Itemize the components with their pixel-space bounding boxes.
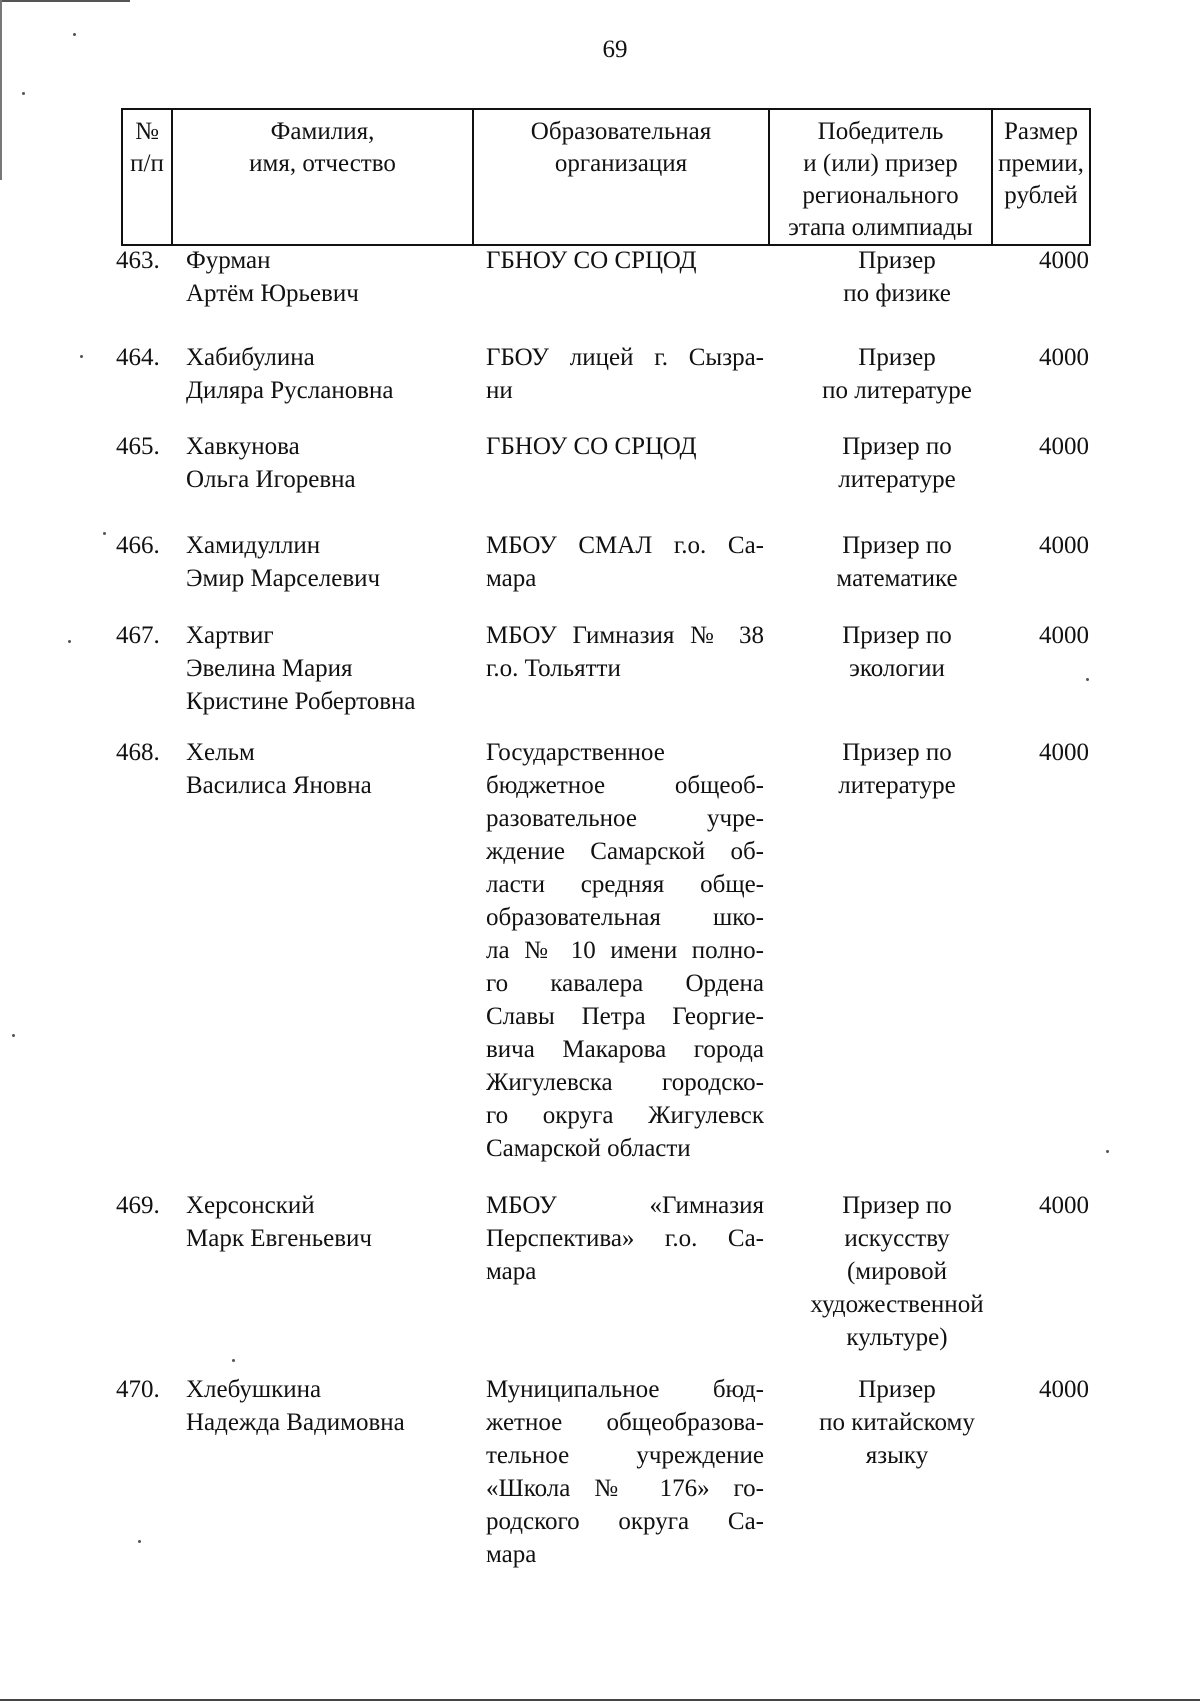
- organization-line: г.о. Тольятти: [486, 655, 621, 682]
- award-status-line: по китайскому: [819, 1409, 975, 1436]
- organization-line: Славы Петра Георгие-: [486, 1003, 764, 1030]
- participant-name-line: Кристине Робертовна: [186, 688, 416, 715]
- award-status-line: Призер по: [842, 739, 952, 766]
- header-label: №: [135, 118, 159, 145]
- organization-line: Самарской области: [486, 1135, 691, 1162]
- organization-line: го кавалера Ордена: [486, 970, 764, 997]
- participant-name-line: Эмир Марселевич: [186, 565, 381, 592]
- organization: [486, 529, 764, 595]
- header-cell-award: [769, 109, 992, 245]
- organization-line: Перспектива» г.о. Са-: [486, 1225, 764, 1252]
- organization-line: мара: [486, 565, 537, 592]
- organization-line: тельное учреждение: [486, 1442, 764, 1469]
- award-amount: 4000: [1039, 433, 1089, 460]
- header-cell-organization: [473, 109, 769, 245]
- scan-speck: [1106, 1150, 1109, 1153]
- participant-name-line: Хабибулина: [186, 344, 315, 371]
- participant-name-line: Артём Юрьевич: [186, 280, 359, 307]
- scan-speck: [73, 33, 76, 36]
- participant-name-line: Хлебушкина: [186, 1376, 322, 1403]
- scan-speck: [22, 92, 25, 95]
- award-status: [782, 244, 1012, 310]
- organization-line: ГБНОУ СО СРЦОД: [486, 433, 697, 460]
- header-label: Победитель: [817, 118, 944, 145]
- header-label: Размер: [1004, 118, 1078, 145]
- organization-line: Муниципальное бюд-: [486, 1376, 764, 1403]
- organization: [486, 619, 764, 685]
- award-amount: 4000: [1039, 622, 1089, 649]
- header-label: Фамилия,: [270, 118, 375, 145]
- award-status: [782, 619, 1012, 685]
- organization-line: го округа Жигулевск: [486, 1102, 764, 1129]
- participant-name-line: Диляра Руслановна: [186, 377, 394, 404]
- award-status-line: искусству: [844, 1225, 950, 1252]
- organization-line: бюджетное общеоб-: [486, 772, 764, 799]
- organization-line: мара: [486, 1258, 537, 1285]
- header-cell-name: [172, 109, 473, 245]
- organization-line: МБОУ «Гимназия: [486, 1192, 764, 1219]
- award-status-line: Призер по: [842, 532, 952, 559]
- header-label: регионального: [802, 182, 959, 209]
- scan-edge: [0, 0, 130, 2]
- participant-name: [186, 244, 456, 310]
- organization-line: ласти средняя обще-: [486, 871, 764, 898]
- organization-line: разовательное учре-: [486, 805, 764, 832]
- award-status-line: Призер по: [842, 1192, 952, 1219]
- organization: [486, 244, 764, 277]
- participant-name-line: Ольга Игоревна: [186, 466, 356, 493]
- award-amount: 4000: [1039, 532, 1089, 559]
- award-status-line: литературе: [838, 772, 956, 799]
- award-status-line: математике: [836, 565, 958, 592]
- organization-line: ГБНОУ СО СРЦОД: [486, 247, 697, 274]
- row-number: 470.: [116, 1376, 160, 1403]
- participant-name: [186, 529, 456, 595]
- organization-line: ждение Самарской об-: [486, 838, 764, 865]
- award-amount: 4000: [1039, 1376, 1089, 1403]
- organization-line: Жигулевска городско-: [486, 1069, 764, 1096]
- participant-name: [186, 619, 456, 718]
- page-number: 69: [602, 36, 628, 63]
- organization-line: ГБОУ лицей г. Сызра-: [486, 344, 764, 371]
- table-header: [121, 108, 1091, 246]
- award-status: [782, 529, 1012, 595]
- award-status-line: литературе: [838, 466, 956, 493]
- award-status-line: культуре): [846, 1324, 948, 1351]
- participant-name: [186, 736, 456, 802]
- organization: [486, 1373, 764, 1571]
- award-status-line: языку: [865, 1442, 929, 1469]
- award-status-line: Призер: [858, 1376, 936, 1403]
- award-status-line: (мировой: [846, 1258, 948, 1285]
- organization-line: МБОУ СМАЛ г.о. Са-: [486, 532, 764, 559]
- organization: [486, 341, 764, 407]
- scan-speck: [12, 1034, 15, 1037]
- participant-name-line: Марк Евгеньевич: [186, 1225, 372, 1252]
- organization-line: МБОУ Гимназия № 38: [486, 622, 764, 649]
- award-status: [782, 430, 1012, 496]
- participant-name-line: Эвелина Мария: [186, 655, 353, 682]
- header-label: п/п: [130, 150, 164, 177]
- header-label: Образовательная: [530, 118, 712, 145]
- participant-name: [186, 1189, 456, 1255]
- row-number: 468.: [116, 739, 160, 766]
- scan-speck: [68, 640, 71, 643]
- organization-line: мара: [486, 1541, 537, 1568]
- header-label: премии,: [998, 150, 1084, 177]
- participant-name: [186, 1373, 456, 1439]
- participant-name-line: Хамидуллин: [186, 532, 321, 559]
- header-cell-amount: [992, 109, 1090, 245]
- scan-speck: [138, 1540, 141, 1543]
- scan-speck: [103, 532, 106, 535]
- organization: [486, 736, 764, 1165]
- header-cell-number: [122, 109, 172, 245]
- row-number: 465.: [116, 433, 160, 460]
- row-number: 466.: [116, 532, 160, 559]
- row-number: 469.: [116, 1192, 160, 1219]
- award-status-line: экологии: [849, 655, 945, 682]
- award-status-line: Призер: [858, 247, 936, 274]
- header-row: [122, 109, 1090, 245]
- award-status-line: Призер по: [842, 622, 952, 649]
- header-label: организация: [554, 150, 688, 177]
- header-label: этапа олимпиады: [788, 214, 973, 241]
- participant-name-line: Хартвиг: [186, 622, 274, 649]
- header-label: имя, отчество: [249, 150, 396, 177]
- organization-line: родского округа Са-: [486, 1508, 764, 1535]
- organization-line: жетное общеобразова-: [486, 1409, 764, 1436]
- participant-name-line: Херсонский: [186, 1192, 315, 1219]
- award-status-line: художественной: [810, 1291, 984, 1318]
- scan-edge: [0, 0, 2, 180]
- participant-name-line: Василиса Яновна: [186, 772, 372, 799]
- organization-line: образовательная шко-: [486, 904, 764, 931]
- organization: [486, 1189, 764, 1288]
- scan-speck: [1086, 678, 1089, 681]
- participant-name-line: Надежда Вадимовна: [186, 1409, 405, 1436]
- participant-name: [186, 430, 456, 496]
- participant-name-line: Хавкунова: [186, 433, 300, 460]
- scan-speck: [80, 355, 83, 358]
- organization-line: вича Макарова города: [486, 1036, 764, 1063]
- award-amount: 4000: [1039, 1192, 1089, 1219]
- row-number: 464.: [116, 344, 160, 371]
- award-status: [782, 736, 1012, 802]
- organization-line: ла № 10 имени полно-: [486, 937, 764, 964]
- award-status-line: по литературе: [822, 377, 972, 404]
- organization-line: ни: [486, 377, 513, 404]
- award-amount: 4000: [1039, 247, 1089, 274]
- award-status-line: по физике: [843, 280, 951, 307]
- organization-line: «Школа № 176» го-: [486, 1475, 764, 1502]
- award-status-line: Призер по: [842, 433, 952, 460]
- award-status-line: Призер: [858, 344, 936, 371]
- participant-name-line: Фурман: [186, 247, 271, 274]
- organization: [486, 430, 764, 463]
- award-status: [782, 1373, 1012, 1472]
- award-status: [782, 341, 1012, 407]
- organization-line: Государственное: [486, 739, 665, 766]
- award-amount: 4000: [1039, 739, 1089, 766]
- scan-speck: [232, 1359, 235, 1362]
- header-label: и (или) призер: [803, 150, 958, 177]
- row-number: 463.: [116, 247, 160, 274]
- header-label: рублей: [1004, 182, 1078, 209]
- participant-name-line: Хельм: [186, 739, 255, 766]
- participant-name: [186, 341, 456, 407]
- award-amount: 4000: [1039, 344, 1089, 371]
- award-status: [782, 1189, 1012, 1354]
- row-number: 467.: [116, 622, 160, 649]
